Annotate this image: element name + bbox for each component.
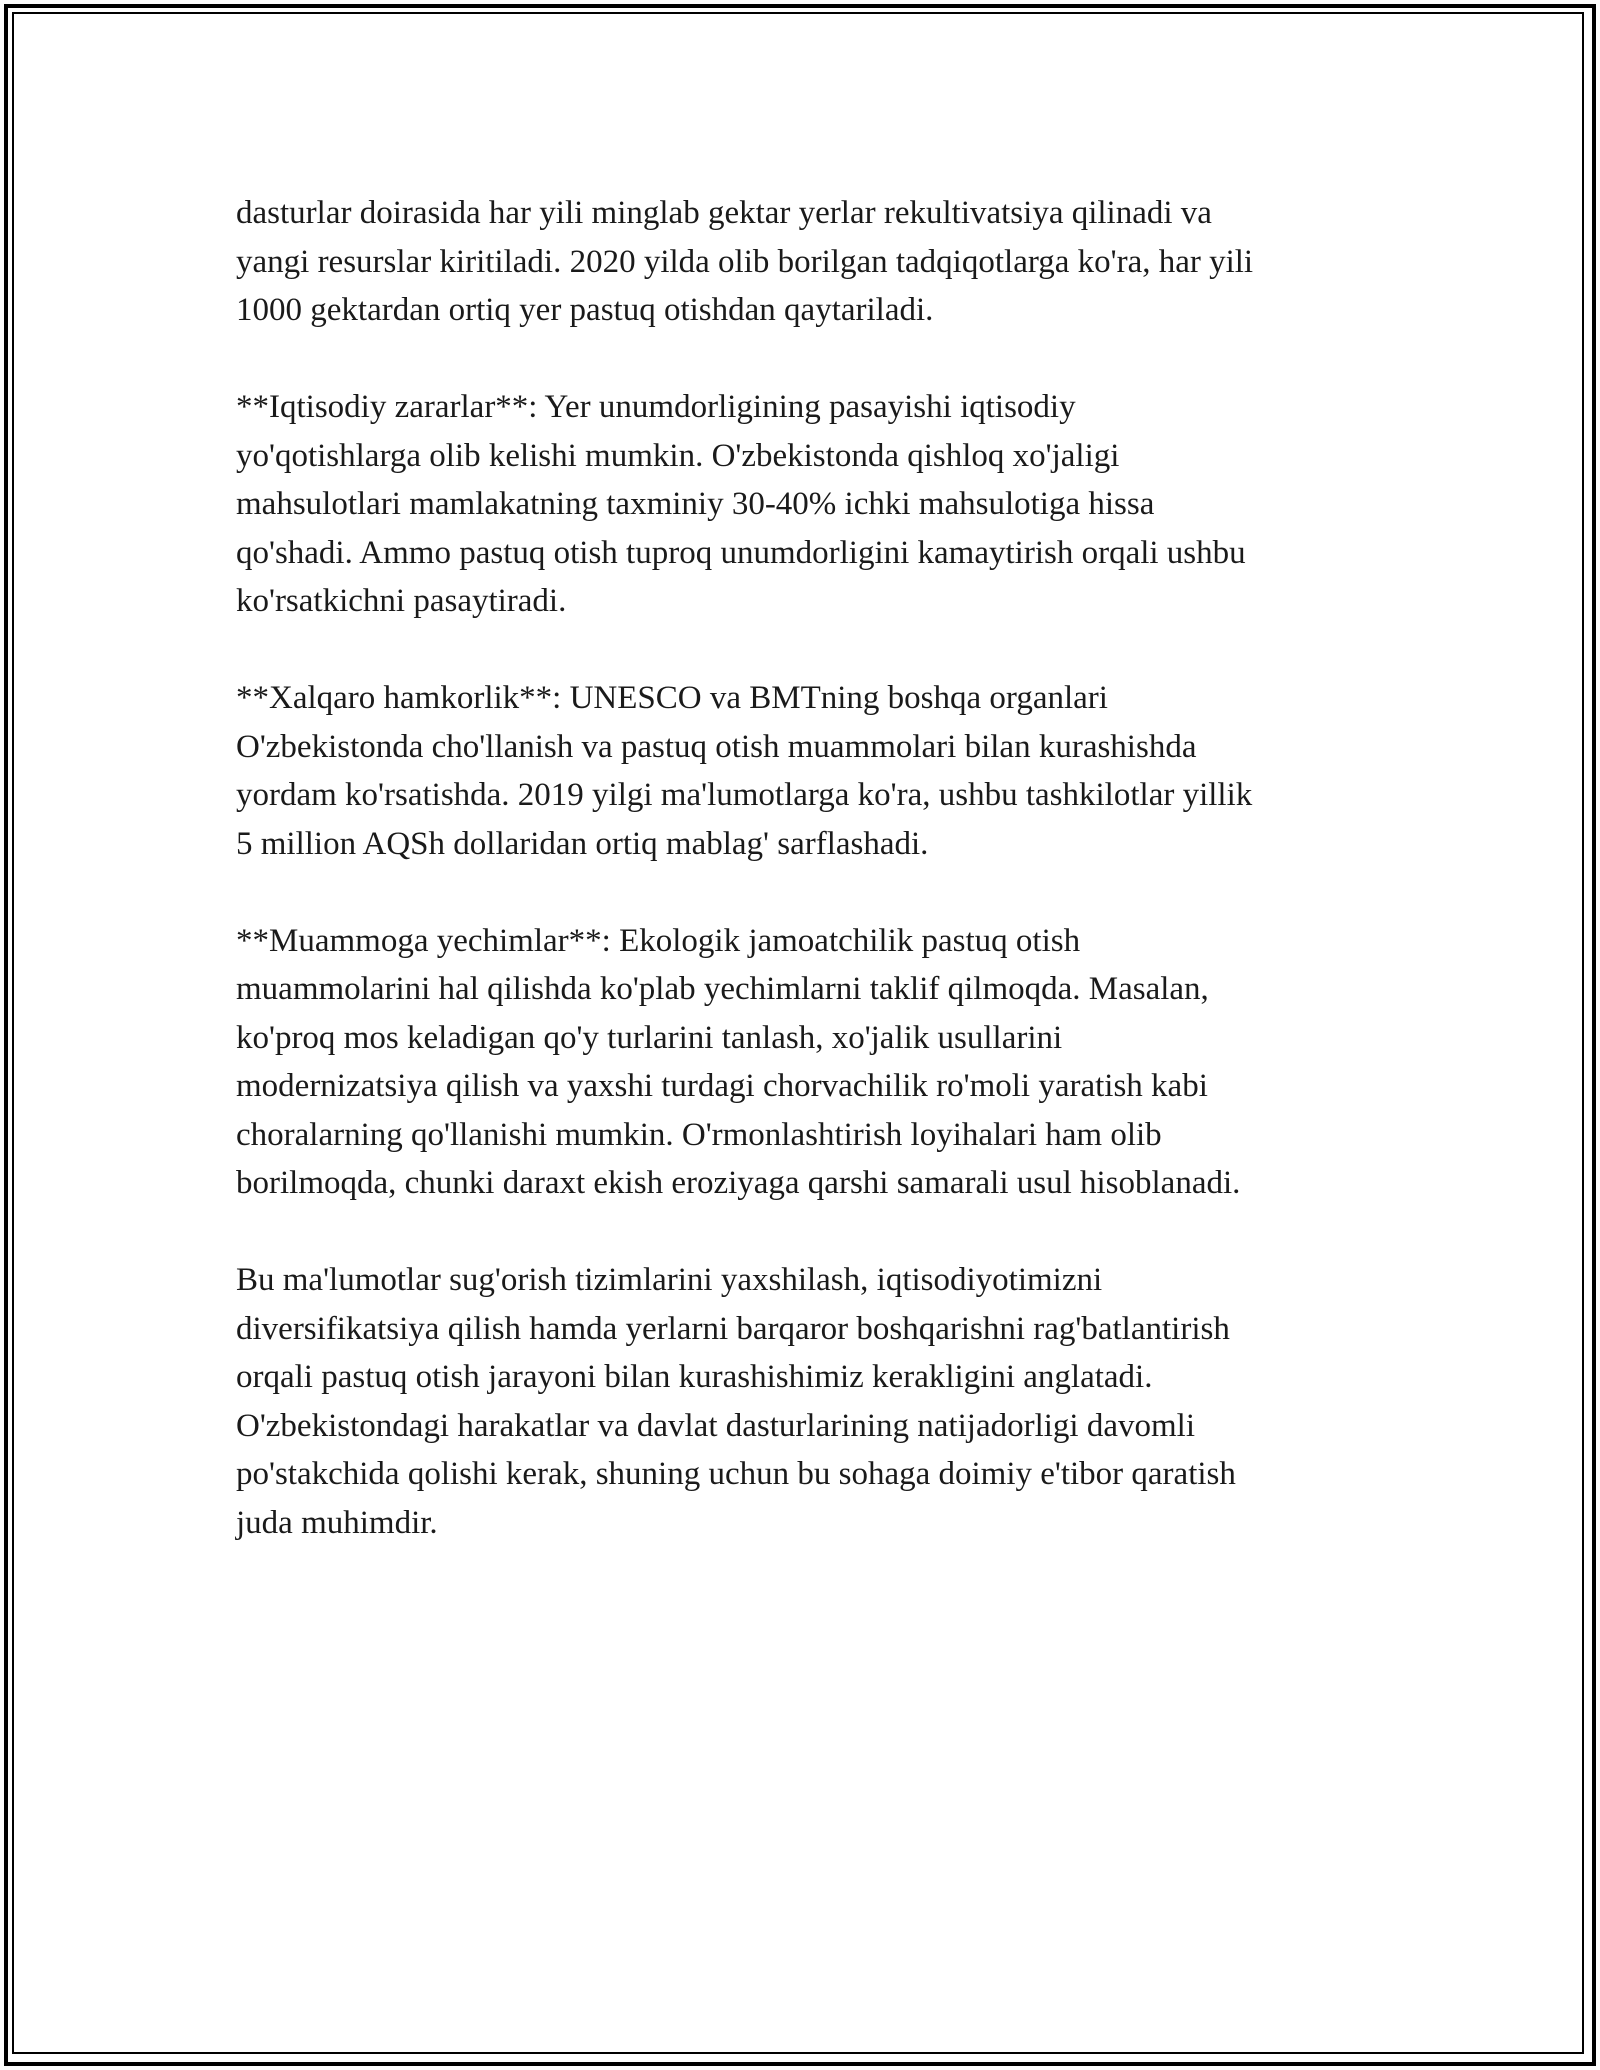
text-line: orqali pastuq otish jarayoni bilan kurashishimiz kerakligini anglatadi. xyxy=(236,1359,1153,1395)
paragraph-economic-losses xyxy=(236,383,1396,626)
text-line: O'zbekistonda cho'llanish va pastuq otish muammolari bilan kurashishda xyxy=(236,728,1197,765)
document-body xyxy=(236,189,1396,1596)
text-line: **Iqtisodiy zararlar**: Yer unumdorligining pasayishi iqtisodiy xyxy=(236,389,1076,425)
text-line: muammolarini hal qilishda ko'plab yechimlarni taklif qilmoqda. Masalan, xyxy=(236,971,1209,1007)
text-line: choralarning qo'llanishi mumkin. O'rmonlashtirish loyihalari ham olib xyxy=(236,1116,1162,1153)
text-line: juda muhimdir. xyxy=(236,1504,438,1541)
paragraph-conclusion xyxy=(236,1256,1396,1547)
paragraph-recultivation xyxy=(236,189,1396,335)
text-line: modernizatsiya qilish va yaxshi turdagi chorvachilik ro'moli yaratish kabi xyxy=(236,1068,1208,1104)
text-line: po'stakchida qolishi kerak, shuning uchun bu sohaga doimiy e'tibor qaratish xyxy=(236,1456,1236,1492)
text-line: 5 million AQSh dollaridan ortiq mablag' sarflashadi. xyxy=(236,825,929,862)
text-line: dasturlar doirasida har yili minglab gektar yerlar rekultivatsiya qilinadi va xyxy=(236,195,1212,231)
text-line: mahsulotlari mamlakatning taxminiy 30-40% ichki mahsulotiga hissa xyxy=(236,486,1155,522)
text-line: diversifikatsiya qilish hamda yerlarni barqaror boshqarishni rag'batlantirish xyxy=(236,1310,1230,1347)
text-line: ko'rsatkichni pasaytiradi. xyxy=(236,583,567,619)
text-line: O'zbekistondagi harakatlar va davlat dasturlarining natijadorligi davomli xyxy=(236,1407,1195,1444)
text-line: yordam ko'rsatishda. 2019 yilgi ma'lumotlarga ko'ra, ushbu tashkilotlar yillik xyxy=(236,777,1253,813)
paragraph-solutions xyxy=(236,917,1396,1208)
text-line: Bu ma'lumotlar sug'orish tizimlarini yaxshilash, iqtisodiyotimizni xyxy=(236,1262,1103,1298)
paragraph-international-cooperation xyxy=(236,674,1396,868)
text-line: yangi resurslar kiritiladi. 2020 yilda olib borilgan tadqiqotlarga ko'ra, har yili xyxy=(236,243,1254,280)
text-line: 1000 gektardan ortiq yer pastuq otishdan qaytariladi. xyxy=(236,292,934,328)
text-line: **Muammoga yechimlar**: Ekologik jamoatchilik pastuq otish xyxy=(236,922,1081,959)
text-line: **Xalqaro hamkorlik**: UNESCO va BMTning boshqa organlari xyxy=(236,680,1108,716)
text-line: ko'proq mos keladigan qo'y turlarini tanlash, xo'jalik usullarini xyxy=(236,1019,1063,1056)
text-line: borilmoqda, chunki daraxt ekish eroziyaga qarshi samarali usul hisoblanadi. xyxy=(236,1165,1241,1201)
text-line: qo'shadi. Ammo pastuq otish tuproq unumdorligini kamaytirish orqali ushbu xyxy=(236,534,1246,571)
text-line: yo'qotishlarga olib kelishi mumkin. O'zbekistonda qishloq xo'jaligi xyxy=(236,437,1120,474)
